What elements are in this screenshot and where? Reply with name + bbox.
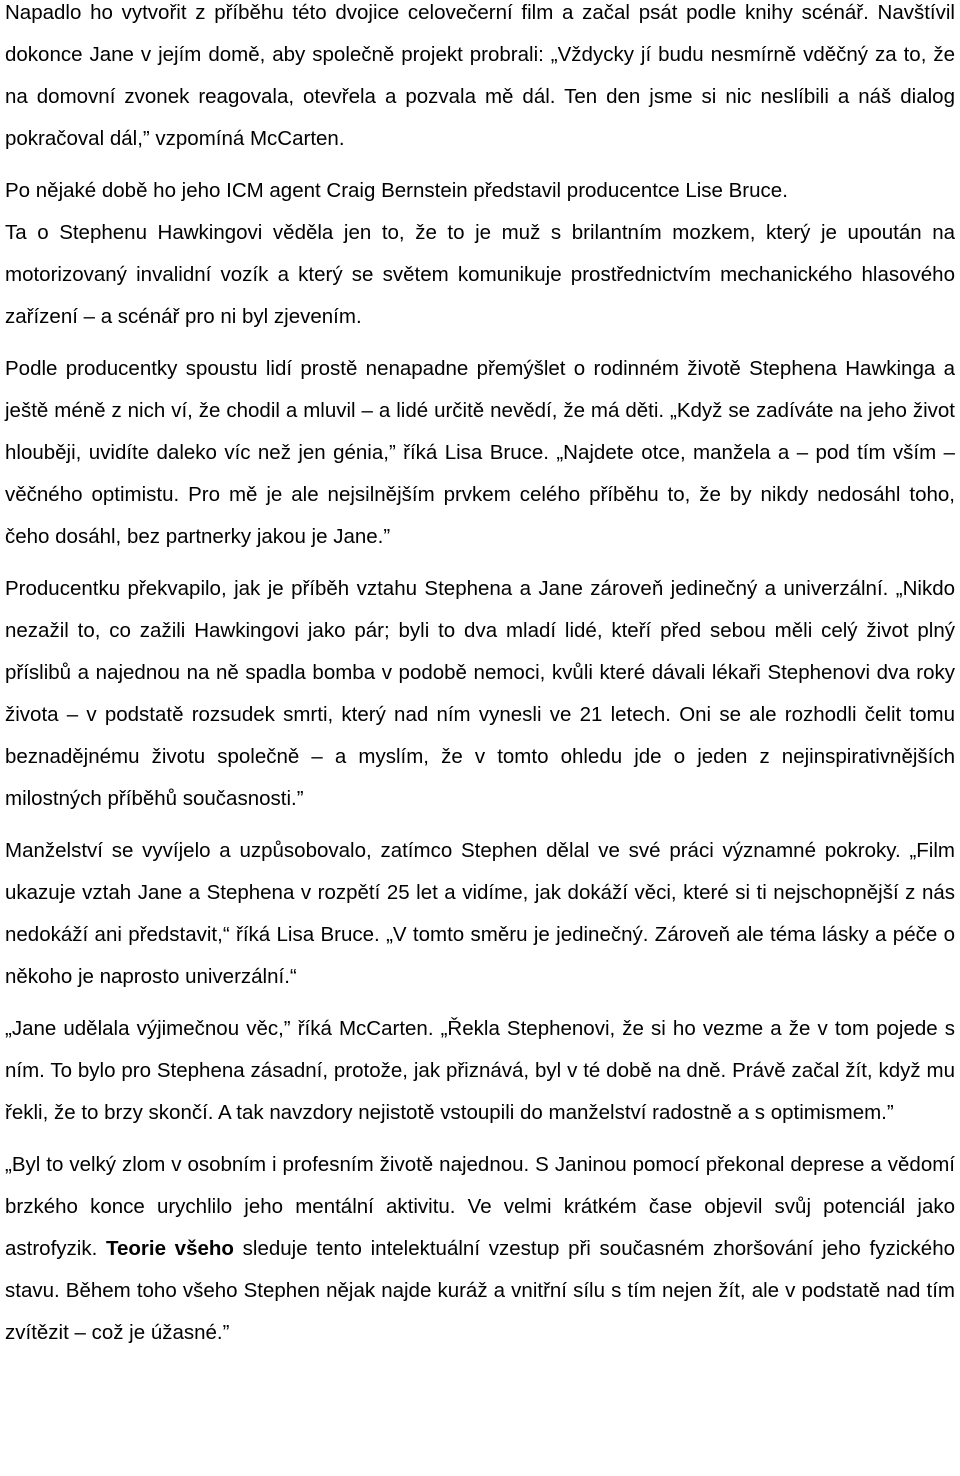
film-title-theory-of-everything: Teorie všeho <box>105 1237 234 1260</box>
paragraph-family-life: Podle producentky spoustu lidí prostě nenapadne přemýšlet o rodinném životě Stephena Hawkinga a ještě méně z nich ví, že chodil a mluvil – a lidé určitě nevědí, že má děti. „Když se zadíváte na jeho život hlouběji, uvidíte daleko víc než jen génia,” říká Lisa Bruce. „Najdete otce, manžela a – pod tím vším – věčného optimistu. Pro mě je ale nejsilnějším prvkem celého příběhu to, že by nikdy nedosáhl toho, čeho dosáhl, bez partnerky jakou je Jane.” <box>5 357 955 548</box>
turning-point-text-after: sleduje tento intelektuální vzestup při současném zhoršování jeho fyzického stavu. Během toho všeho Stephen nějak najde kuráž a vnitřní sílu s tím nejen žít, ale v podstatě nad tím zvítězit – což je úžasné.” <box>5 1237 955 1344</box>
paragraph-screenplay: Napadlo ho vytvořit z příběhu této dvojice celovečerní film a začal psát podle knihy scénář. Navštívil dokonce Jane v jejím domě, aby společně projekt probrali: „Vždycky jí budu nesmírně vděčný za to, že na domovní zvonek reagovala, otevřela a pozvala mě dál. Ten den jsme si nic neslíbili a náš dialog pokračoval dál,” vzpomíná McCarten. <box>5 1 955 150</box>
paragraph-producer-impression: Ta o Stephenu Hawkingovi věděla jen to, že to je muž s brilantním mozkem, který je upoután na motorizovaný invalidní vozík a který se světem komunikuje prostřednictvím mechanického hlasového zařízení – a scénář pro ni byl zjevením. <box>5 221 955 328</box>
paragraph-marriage: Manželství se vyvíjelo a uzpůsobovalo, zatímco Stephen dělal ve své práci významné pokroky. „Film ukazuje vztah Jane a Stephena v rozpětí 25 let a vidíme, jak dokáží věci, které si ti nejschopnější z nás nedokáží ani představit,“ říká Lisa Bruce. „V tomto směru je jedinečný. Zároveň ale téma lásky a péče o někoho je naprosto univerzální.“ <box>5 839 955 988</box>
paragraph-unique-universal: Producentku překvapilo, jak je příběh vztahu Stephena a Jane zároveň jedinečný a univerzální. „Nikdo nezažil to, co zažili Hawkingovi jako pár; byli to dva mladí lidé, kteří před sebou měli celý život plný příslibů a najednou na ně spadla bomba v podobě nemoci, kvůli které dávali lékaři Stephenovi dva roky života – v podstatě rozsudek smrti, který nad ním vynesli ve 21 letech. Oni se ale rozhodli čelit tomu beznadějnému životu společně – a myslím, že v tomto ohledu jde o jeden z nejinspirativnějších milostných příběhů současnosti.” <box>5 577 955 810</box>
paragraph-agent: Po nějaké době ho jeho ICM agent Craig Bernstein představil producentce Lise Bruce. <box>5 179 788 202</box>
paragraph-jane-decision: „Jane udělala výjimečnou věc,” říká McCarten. „Řekla Stephenovi, že si ho vezme a že v tom pojede s ním. To bylo pro Stephena zásadní, protože, jak přiznává, byl v té době na dně. Právě začal žít, když mu řekli, že to brzy skončí. A tak navzdory nejistotě vstoupili do manželství radostně a s optimismem.” <box>5 1017 955 1124</box>
paragraph-turning-point <box>5 1144 955 1354</box>
turning-point-text-before: „Byl to velký zlom v osobním i profesním životě najednou. S Janinou pomocí překonal deprese a vědomí brzkého konce urychlilo jeho mentální aktivitu. Ve velmi krátkém čase objevil svůj potenciál jako astrofyzik. <box>5 1153 955 1260</box>
